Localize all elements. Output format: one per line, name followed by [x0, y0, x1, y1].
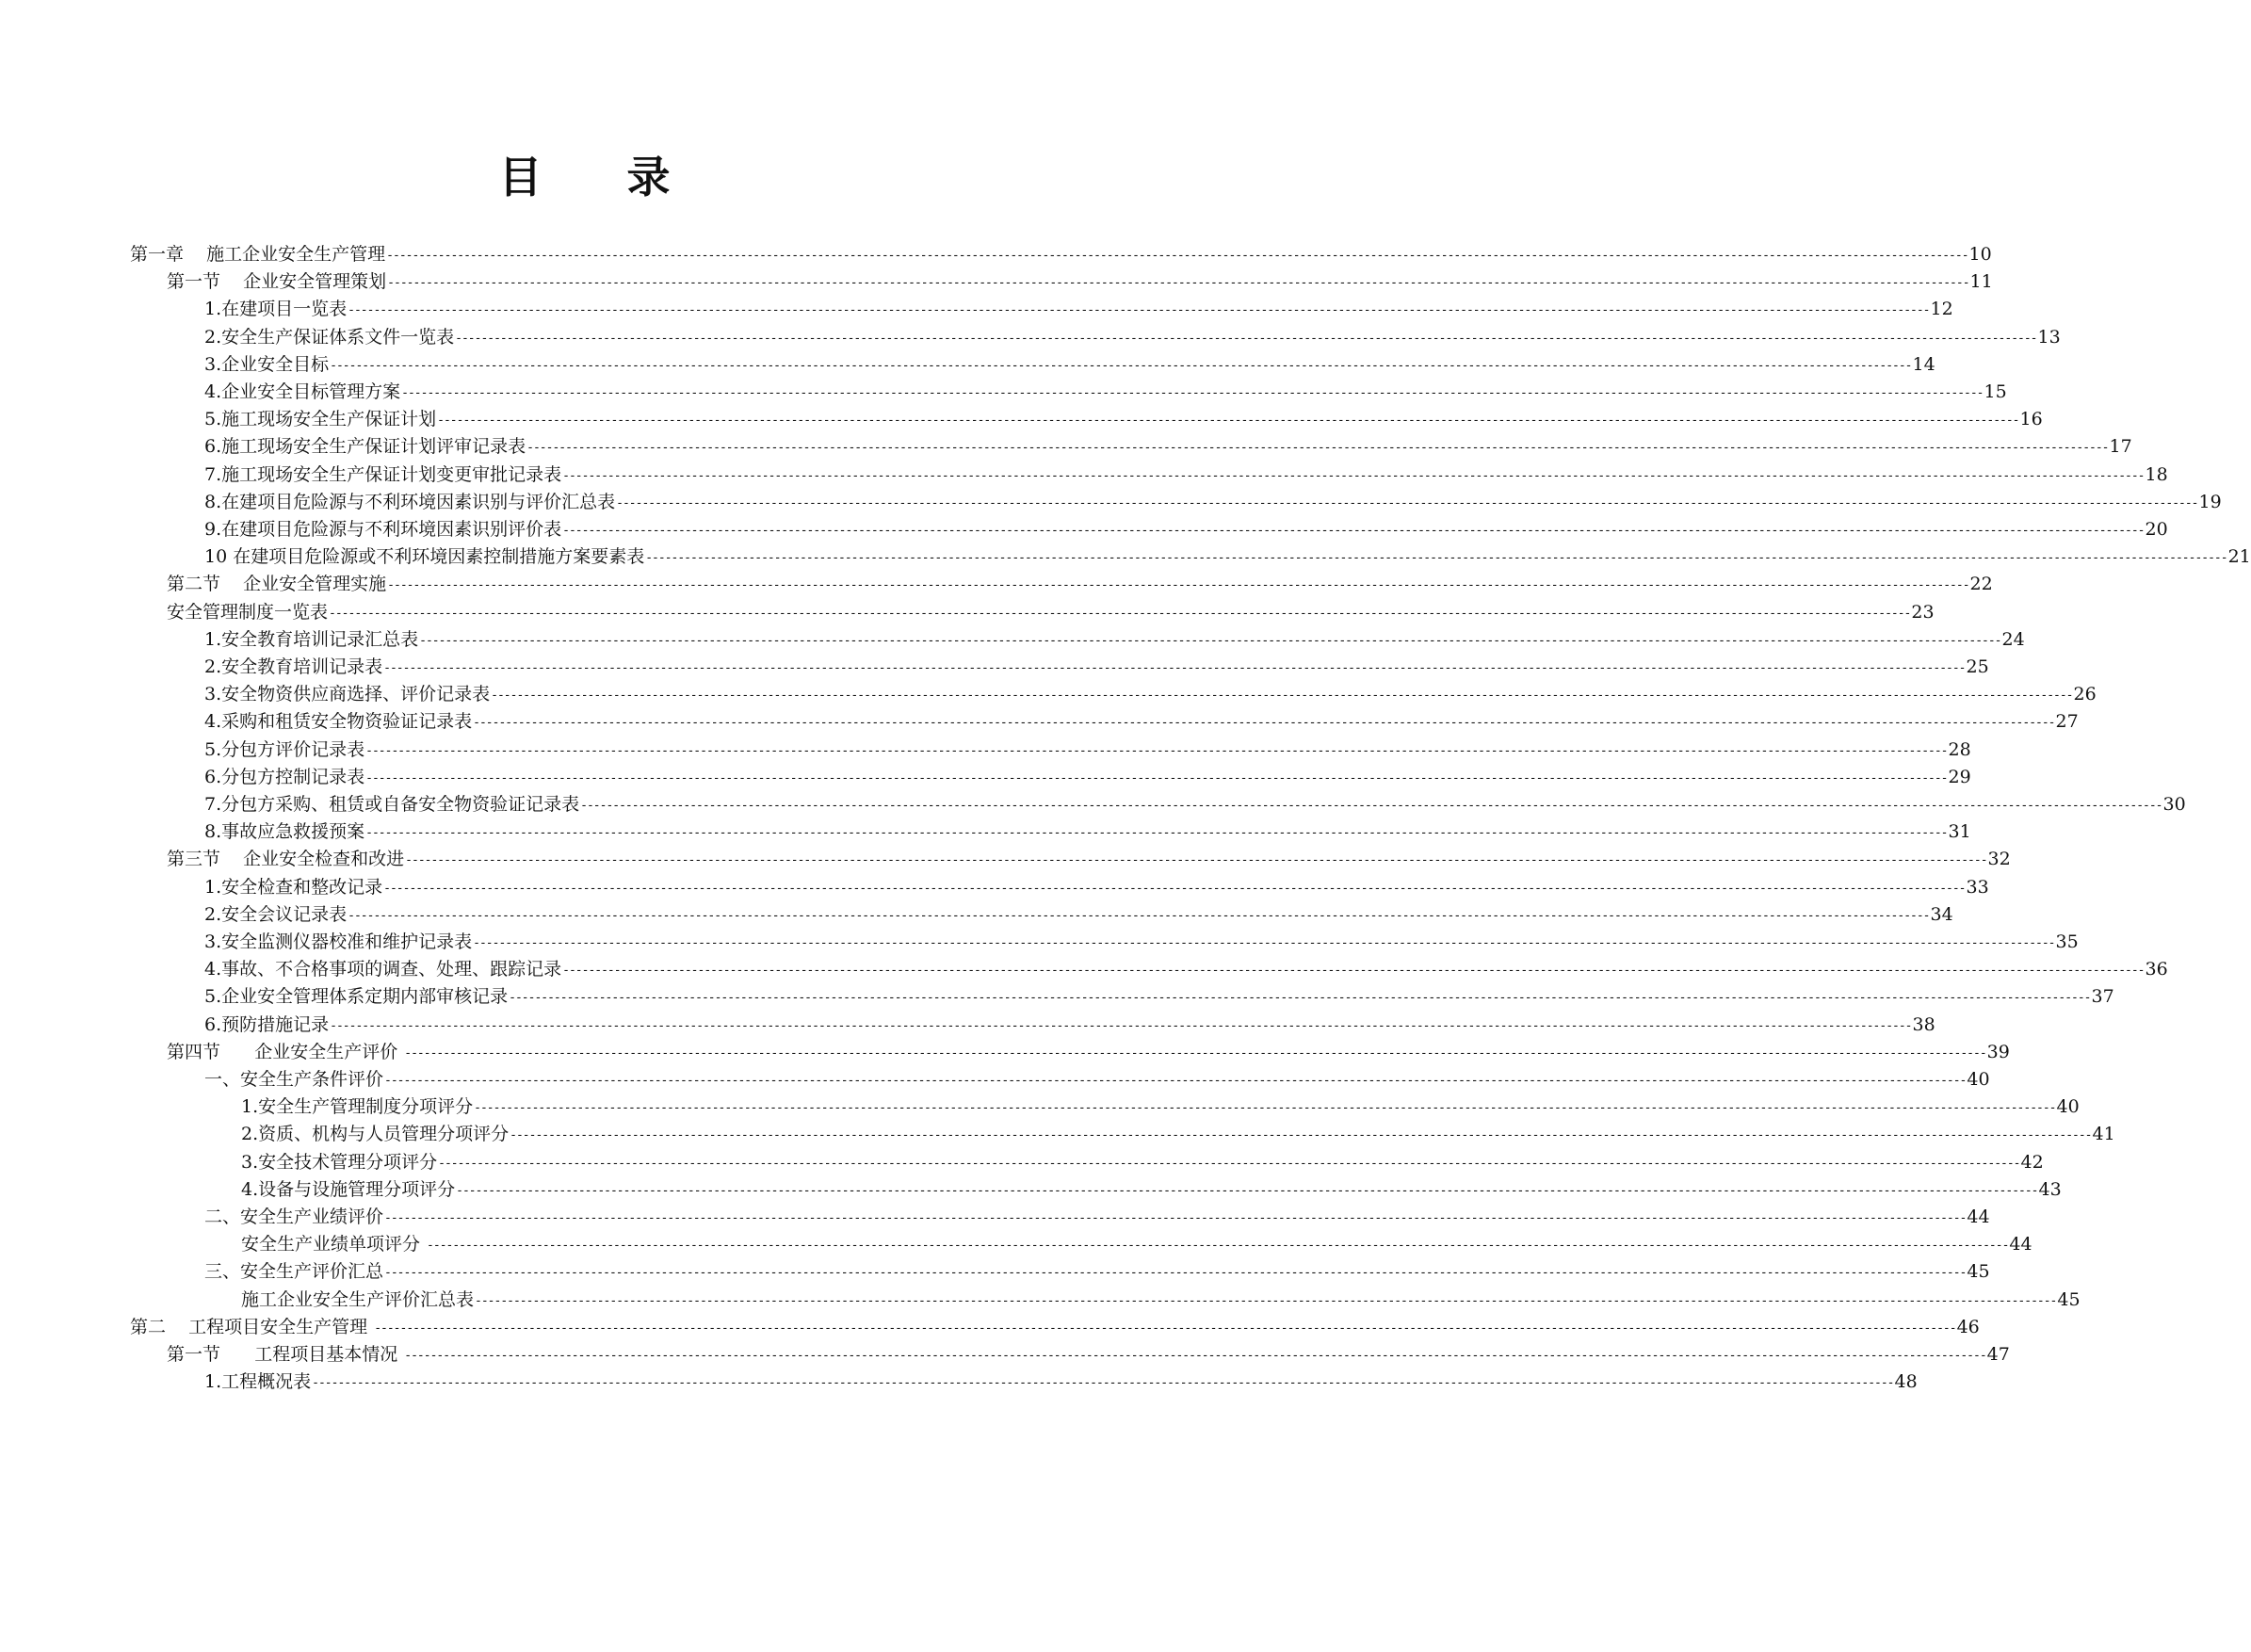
toc-entry-page-number: 43 [2038, 1178, 2062, 1200]
toc-entry-page-number: 21 [2227, 546, 2251, 568]
toc-leader-dots: ------------------------------------------------------------------------------------------------------------------------------------------------------------------------------------------------------------------------------------------------------ [475, 1293, 2057, 1308]
toc-entry[interactable] [0, 292, 1953, 320]
toc-entry-title: 安全生产业绩单项评分 [241, 1234, 427, 1255]
toc-entry-page-number: 18 [2145, 463, 2168, 485]
toc-entry[interactable] [0, 787, 2186, 816]
toc-entry-title: 3.安全监测仪器校准和维护记录表 [204, 931, 473, 952]
toc-entry[interactable] [0, 650, 1989, 678]
toc-entry-title: 施工企业安全生产评价汇总表 [241, 1288, 475, 1310]
toc-entry[interactable] [0, 1255, 1990, 1283]
toc-leader-dots: ------------------------------------------------------------------------------------------------------------------------------------------------------------------------------------------------------------------------------------------------------ [383, 881, 1966, 896]
toc-entry-page-number: 37 [2091, 986, 2114, 1008]
toc-entry[interactable] [0, 898, 1953, 926]
toc-entry-title: 一、安全生产条件评价 [204, 1069, 384, 1090]
toc-leader-dots: ------------------------------------------------------------------------------------------------------------------------------------------------------------------------------------------------------------------------------------------------------ [384, 1074, 1967, 1088]
toc-leader-dots: ------------------------------------------------------------------------------------------------------------------------------------------------------------------------------------------------------------------------------------------------------ [365, 743, 1948, 758]
toc-entry-title: 6.施工现场安全生产保证计划评审记录表 [204, 436, 526, 458]
toc-leader-dots: ------------------------------------------------------------------------------------------------------------------------------------------------------------------------------------------------------------------------------------------------------ [330, 1018, 1912, 1033]
toc-entry-page-number: 25 [1966, 656, 1989, 677]
toc-entry[interactable] [0, 512, 2168, 541]
toc-entry-page-number: 38 [1912, 1013, 1935, 1035]
toc-entry[interactable] [0, 1090, 2080, 1118]
toc-entry[interactable] [0, 237, 1992, 266]
toc-entry-page-number: 48 [1894, 1371, 1918, 1393]
toc-leader-dots: ------------------------------------------------------------------------------------------------------------------------------------------------------------------------------------------------------------------------------------------------------ [383, 661, 1966, 675]
toc-entry-page-number: 17 [2109, 436, 2132, 458]
toc-entry-page-number: 44 [1967, 1207, 1990, 1227]
toc-entry[interactable] [0, 1145, 2044, 1174]
toc-entry[interactable] [0, 733, 1971, 761]
toc-entry-page-number: 19 [2198, 491, 2222, 512]
toc-entry[interactable] [0, 595, 1935, 624]
toc-leader-dots: ------------------------------------------------------------------------------------------------------------------------------------------------------------------------------------------------------------------------------------------------------ [330, 358, 1912, 373]
toc-entry-page-number: 16 [2019, 409, 2043, 430]
toc-entry[interactable] [0, 1117, 2115, 1145]
toc-entry[interactable] [0, 429, 2132, 458]
toc-entry-title: 第一章 施工企业安全生产管理 [130, 244, 386, 265]
toc-entry-page-number: 40 [2056, 1096, 2080, 1118]
toc-entry[interactable] [0, 952, 2168, 980]
toc-entry-page-number: 26 [2073, 684, 2097, 705]
toc-entry-title: 2.资质、机构与人员管理分项评分 [241, 1124, 510, 1145]
toc-entry-title: 4.采购和租赁安全物资验证记录表 [204, 711, 473, 733]
toc-entry-title: 第三节 企业安全检查和改进 [167, 849, 405, 870]
toc-entry-page-number: 36 [2145, 959, 2168, 980]
toc-entry[interactable] [0, 677, 2097, 705]
toc-entry-title: 7.施工现场安全生产保证计划变更审批记录表 [204, 463, 562, 485]
toc-leader-dots: ------------------------------------------------------------------------------------------------------------------------------------------------------------------------------------------------------------------------------------------------------ [329, 606, 1911, 621]
toc-leader-dots: ------------------------------------------------------------------------------------------------------------------------------------------------------------------------------------------------------------------------------------------------------ [386, 249, 1968, 263]
toc-entry-title: 5.施工现场安全生产保证计划 [204, 409, 437, 430]
toc-entry-title: 1.在建项目一览表 [204, 299, 348, 320]
toc-entry-title: 2.安全会议记录表 [204, 903, 348, 925]
toc-entry-title: 5.分包方评价记录表 [204, 738, 365, 760]
toc-entry-title: 4.设备与设施管理分项评分 [241, 1178, 456, 1200]
toc-leader-dots: ------------------------------------------------------------------------------------------------------------------------------------------------------------------------------------------------------------------------------------------------------ [473, 716, 2055, 731]
toc-entry-page-number: 12 [1930, 299, 1953, 320]
toc-entry-page-number: 33 [1966, 876, 1989, 898]
toc-leader-dots: ------------------------------------------------------------------------------------------------------------------------------------------------------------------------------------------------------------------------------------------------------ [562, 524, 2145, 538]
toc-leader-dots: ------------------------------------------------------------------------------------------------------------------------------------------------------------------------------------------------------------------------------------------------------ [384, 1211, 1967, 1225]
title-part-1: 目 [498, 152, 543, 202]
toc-entry-page-number: 22 [1969, 574, 1993, 595]
toc-entry-title: 4.企业安全目标管理方案 [204, 381, 401, 402]
toc-entry-title: 第四节 企业安全生产评价 [167, 1041, 404, 1062]
toc-leader-dots: ------------------------------------------------------------------------------------------------------------------------------------------------------------------------------------------------------------------------------------------------------ [404, 1045, 1986, 1061]
toc-entry[interactable] [0, 1200, 1990, 1228]
toc-leader-dots: ------------------------------------------------------------------------------------------------------------------------------------------------------------------------------------------------------------------------------------------------------ [374, 1320, 1956, 1336]
toc-entry[interactable] [0, 1062, 1990, 1091]
toc-entry-title: 9.在建项目危险源与不利环境因素识别评价表 [204, 519, 562, 540]
toc-entry-title: 7.分包方采购、租赁或自备安全物资验证记录表 [204, 794, 580, 815]
toc-leader-dots: ------------------------------------------------------------------------------------------------------------------------------------------------------------------------------------------------------------------------------------------------------ [365, 826, 1948, 841]
toc-entry-title: 8.事故应急救援预案 [204, 821, 365, 843]
toc-entry-page-number: 11 [1969, 271, 1993, 293]
toc-entry-title: 1.安全检查和整改记录 [204, 876, 383, 898]
toc-entry[interactable] [0, 870, 1989, 899]
toc-entry-title: 三、安全生产评价汇总 [204, 1261, 384, 1283]
toc-entry[interactable] [0, 567, 1993, 595]
toc-entry-page-number: 27 [2055, 711, 2079, 733]
toc-entry-page-number: 24 [2001, 628, 2025, 650]
toc-leader-dots: ------------------------------------------------------------------------------------------------------------------------------------------------------------------------------------------------------------------------------------------------------ [405, 853, 1987, 868]
toc-entry-title: 2.安全生产保证体系文件一览表 [204, 326, 455, 348]
toc-leader-dots: ------------------------------------------------------------------------------------------------------------------------------------------------------------------------------------------------------------------------------------------------------ [526, 441, 2109, 456]
toc-entry-title: 第二节 企业安全管理实施 [167, 574, 387, 595]
toc-leader-dots: ------------------------------------------------------------------------------------------------------------------------------------------------------------------------------------------------------------------------------------------------------ [473, 936, 2055, 950]
toc-entry-title: 安全管理制度一览表 [167, 601, 329, 623]
toc-entry[interactable] [0, 760, 1971, 788]
toc-entry-title: 二、安全生产业绩评价 [204, 1207, 384, 1227]
toc-leader-dots: ------------------------------------------------------------------------------------------------------------------------------------------------------------------------------------------------------------------------------------------------------ [427, 1239, 2009, 1254]
toc-entry[interactable] [0, 458, 2168, 486]
toc-leader-dots: ------------------------------------------------------------------------------------------------------------------------------------------------------------------------------------------------------------------------------------------------------ [437, 413, 2019, 429]
toc-entry-page-number: 42 [2020, 1151, 2044, 1173]
toc-entry-title: 10 在建项目危险源或不利环境因素控制措施方案要素表 [204, 546, 645, 568]
toc-entry[interactable] [0, 842, 2011, 870]
toc-entry-page-number: 10 [1968, 244, 1992, 265]
toc-entry[interactable] [0, 1173, 2062, 1201]
toc-entry[interactable] [0, 320, 2061, 348]
toc-entry-page-number: 13 [2037, 326, 2061, 348]
toc-entry-title: 3.安全技术管理分项评分 [241, 1151, 438, 1173]
toc-entry-title: 6.预防措施记录 [204, 1013, 330, 1035]
toc-entry[interactable] [0, 980, 2114, 1008]
toc-leader-dots: ------------------------------------------------------------------------------------------------------------------------------------------------------------------------------------------------------------------------------------------------------ [580, 799, 2162, 813]
toc-entry-title: 1.安全教育培训记录汇总表 [204, 628, 419, 650]
toc-entry-page-number: 23 [1911, 601, 1935, 623]
toc-leader-dots: ------------------------------------------------------------------------------------------------------------------------------------------------------------------------------------------------------------------------------------------------------ [348, 303, 1930, 318]
toc-entry-title: 5.企业安全管理体系定期内部审核记录 [204, 986, 509, 1008]
toc-leader-dots: ------------------------------------------------------------------------------------------------------------------------------------------------------------------------------------------------------------------------------------------------------ [509, 991, 2091, 1006]
toc-leader-dots: ------------------------------------------------------------------------------------------------------------------------------------------------------------------------------------------------------------------------------------------------------ [384, 1266, 1967, 1281]
toc-entry-title: 4.事故、不合格事项的调查、处理、跟踪记录 [204, 959, 562, 980]
toc-entry-page-number: 31 [1948, 821, 1971, 843]
toc-leader-dots: ------------------------------------------------------------------------------------------------------------------------------------------------------------------------------------------------------------------------------------------------------ [404, 1349, 1986, 1363]
toc-entry-title: 1.安全生产管理制度分项评分 [241, 1096, 474, 1118]
toc-entry[interactable] [0, 1365, 1918, 1393]
toc-entry-page-number: 30 [2162, 794, 2186, 815]
toc-leader-dots: ------------------------------------------------------------------------------------------------------------------------------------------------------------------------------------------------------------------------------------------------------ [348, 908, 1930, 923]
toc-leader-dots: ------------------------------------------------------------------------------------------------------------------------------------------------------------------------------------------------------------------------------------------------------ [401, 386, 1984, 400]
toc-leader-dots: ------------------------------------------------------------------------------------------------------------------------------------------------------------------------------------------------------------------------------------------------------ [387, 276, 1969, 291]
toc-entry-page-number: 34 [1930, 903, 1953, 925]
toc-entry-page-number: 47 [1986, 1344, 2010, 1365]
toc-entry-page-number: 15 [1984, 381, 2007, 402]
toc-entry-page-number: 40 [1967, 1069, 1990, 1090]
toc-leader-dots: ------------------------------------------------------------------------------------------------------------------------------------------------------------------------------------------------------------------------------------------------------ [562, 468, 2145, 483]
toc-leader-dots: ------------------------------------------------------------------------------------------------------------------------------------------------------------------------------------------------------------------------------------------------------ [562, 964, 2145, 979]
toc-entry[interactable] [0, 1035, 2010, 1063]
toc-entry-title: 3.企业安全目标 [204, 353, 330, 375]
toc-entry-title: 2.安全教育培训记录表 [204, 656, 383, 677]
toc-entry-page-number: 28 [1948, 738, 1971, 760]
toc-entry-page-number: 14 [1912, 353, 1935, 375]
toc-entry-page-number: 46 [1956, 1316, 1980, 1337]
toc-entry-page-number: 32 [1987, 849, 2011, 870]
toc-leader-dots: ------------------------------------------------------------------------------------------------------------------------------------------------------------------------------------------------------------------------------------------------------ [474, 1101, 2056, 1116]
toc-entry-title: 1.工程概况表 [204, 1371, 312, 1393]
toc-leader-dots: ------------------------------------------------------------------------------------------------------------------------------------------------------------------------------------------------------------------------------------------------------ [312, 1376, 1894, 1391]
toc-entry[interactable] [0, 485, 2222, 513]
toc-leader-dots: ------------------------------------------------------------------------------------------------------------------------------------------------------------------------------------------------------------------------------------------------------ [510, 1128, 2092, 1143]
toc-leader-dots: ------------------------------------------------------------------------------------------------------------------------------------------------------------------------------------------------------------------------------------------------------ [455, 331, 2037, 346]
toc-entry[interactable] [0, 348, 1935, 376]
toc-entry-page-number: 45 [2057, 1288, 2081, 1310]
toc-entry[interactable] [0, 540, 2251, 568]
toc-entry-title: 第一节 工程项目基本情况 [167, 1344, 404, 1365]
toc-entry[interactable] [0, 1337, 2010, 1366]
toc-entry-page-number: 45 [1967, 1261, 1990, 1283]
toc-entry-page-number: 44 [2009, 1234, 2032, 1255]
toc-leader-dots: ------------------------------------------------------------------------------------------------------------------------------------------------------------------------------------------------------------------------------------------------------ [616, 495, 2198, 510]
toc-entry-page-number: 35 [2055, 931, 2079, 952]
toc-entry-title: 第一节 企业安全管理策划 [167, 271, 387, 293]
toc-leader-dots: ------------------------------------------------------------------------------------------------------------------------------------------------------------------------------------------------------------------------------------------------------ [645, 551, 2227, 566]
toc-entry[interactable] [0, 375, 2007, 403]
toc-entry-page-number: 41 [2092, 1124, 2115, 1145]
toc-leader-dots: ------------------------------------------------------------------------------------------------------------------------------------------------------------------------------------------------------------------------------------------------------ [387, 578, 1969, 593]
toc-entry-title: 8.在建项目危险源与不利环境因素识别与评价汇总表 [204, 491, 616, 512]
toc-entry[interactable] [0, 402, 2043, 430]
toc-entry-page-number: 39 [1986, 1041, 2010, 1062]
toc-entry[interactable] [0, 815, 1971, 843]
toc-leader-dots: ------------------------------------------------------------------------------------------------------------------------------------------------------------------------------------------------------------------------------------------------------ [419, 633, 2001, 648]
toc-entry-title: 3.安全物资供应商选择、评价记录表 [204, 684, 491, 705]
toc-entry[interactable] [0, 1227, 2032, 1255]
page-title [0, 151, 1169, 203]
title-part-2: 录 [626, 152, 671, 202]
toc-entry[interactable] [0, 925, 2079, 953]
toc-leader-dots: ------------------------------------------------------------------------------------------------------------------------------------------------------------------------------------------------------------------------------------------------------ [438, 1156, 2020, 1171]
toc-entry-title: 第二 工程项目安全生产管理 [130, 1316, 374, 1337]
toc-leader-dots: ------------------------------------------------------------------------------------------------------------------------------------------------------------------------------------------------------------------------------------------------------ [456, 1183, 2038, 1198]
toc-entry[interactable] [0, 265, 1993, 293]
toc-entry[interactable] [0, 623, 2025, 651]
toc-entry-page-number: 29 [1948, 766, 1971, 787]
toc-leader-dots: ------------------------------------------------------------------------------------------------------------------------------------------------------------------------------------------------------------------------------------------------------ [365, 770, 1948, 786]
toc-entry[interactable] [0, 705, 2079, 733]
toc-entry[interactable] [0, 1008, 1935, 1036]
toc-entry[interactable] [0, 1310, 1980, 1338]
toc-entry-page-number: 20 [2145, 519, 2168, 540]
toc-entry[interactable] [0, 1283, 2081, 1311]
toc-entry-title: 6.分包方控制记录表 [204, 766, 365, 787]
toc-leader-dots: ------------------------------------------------------------------------------------------------------------------------------------------------------------------------------------------------------------------------------------------------------ [491, 688, 2073, 704]
